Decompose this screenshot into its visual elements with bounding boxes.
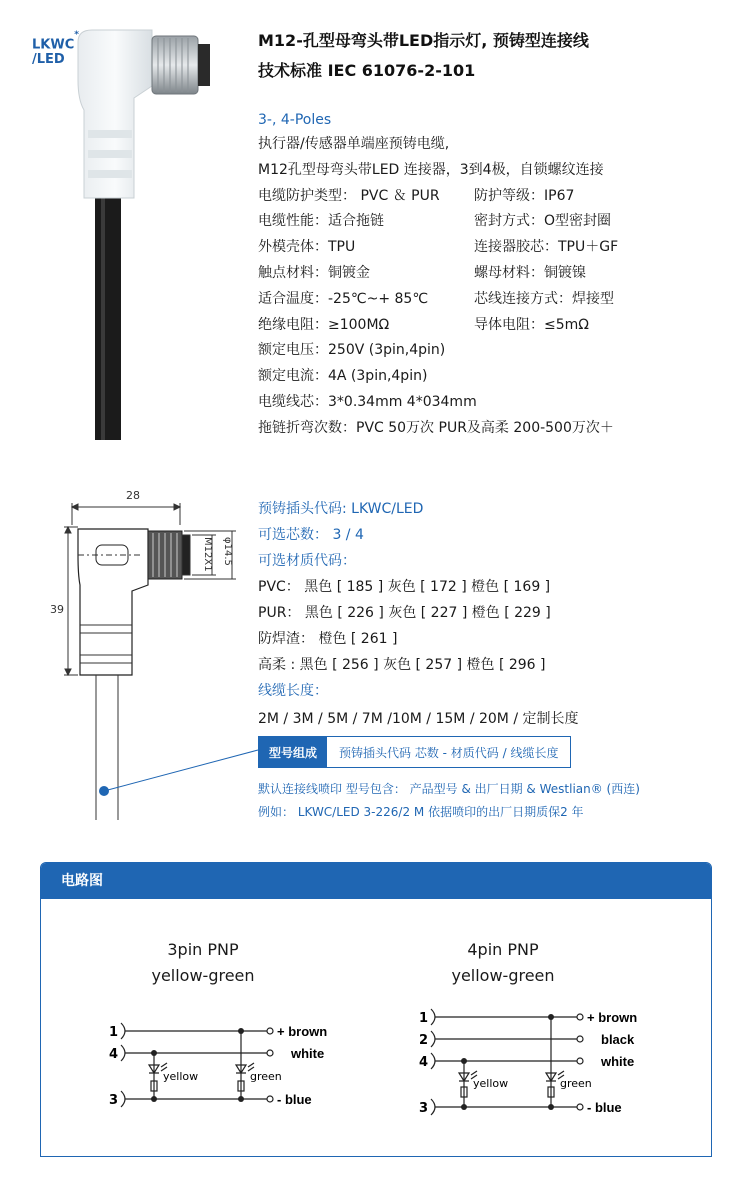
- led-label: green: [560, 1077, 592, 1090]
- spec-row: [258, 235, 728, 261]
- led-label: yellow: [473, 1077, 509, 1090]
- pin-label: 4: [419, 1055, 429, 1070]
- product-title: [258, 26, 589, 86]
- spec-desc1: 执行器/传感器单端座预铸电缆,: [258, 136, 450, 152]
- material-flex: 高柔 : 黑色 [ 256 ] 灰色 [ 257 ] 橙色 [ 296 ]: [258, 657, 546, 673]
- pin-label: 1: [109, 1025, 119, 1040]
- material-title: 可选材质代码：: [258, 553, 356, 569]
- spec-row: [258, 287, 728, 313]
- circuit-section: [40, 862, 712, 1157]
- dim-width: 28: [126, 489, 140, 502]
- logo-sub: /LED: [32, 52, 65, 68]
- pin-label: 1: [419, 1011, 429, 1026]
- circuit-4pin: [413, 1003, 683, 1123]
- dim-thread: M12X1: [202, 537, 213, 572]
- logo-mark: *: [74, 30, 79, 40]
- print-note: 默认连接线喷印 型号包含： 产品型号 & 出厂日期 & Westlian® (西连): [258, 782, 640, 796]
- spec-left: 适合温度：-25℃~+ 85℃: [258, 290, 429, 307]
- circuit-right-title: [403, 937, 603, 989]
- model-composition: [258, 736, 571, 768]
- spec-row: [258, 184, 728, 210]
- title-line2: 技术标准 IEC 61076-2-101: [258, 61, 476, 80]
- spec-right: 螺母材料：铜镀镍: [474, 264, 586, 281]
- material-pvc: PVC： 黑色 [ 185 ] 灰色 [ 172 ] 橙色 [ 169 ]: [258, 579, 551, 595]
- wire-label: + brown: [587, 1010, 638, 1025]
- right-title2: yellow-green: [451, 966, 555, 985]
- circuit-left-title: [103, 937, 303, 989]
- example-note: 例如： LKWC/LED 3-226/2 M 依据喷印的出厂日期质保2 年: [258, 805, 584, 819]
- spec-bending: 拖链折弯次数：PVC 50万次 PUR及高柔 200-500万次＋: [258, 419, 614, 436]
- spec-voltage: 额定电压：250V (3pin,4pin): [258, 342, 446, 359]
- title-line1: M12-孔型母弯头带LED指示灯, 预铸型连接线: [258, 31, 589, 50]
- length-options: 2M / 3M / 5M / 7M /10M / 15M / 20M / 定制长度: [258, 711, 579, 727]
- poles-label: 3-, 4-Poles: [258, 112, 332, 128]
- spec-right: 芯线连接方式：焊接型: [474, 290, 614, 307]
- spec-left: 触点材料：铜镀金: [258, 264, 370, 281]
- circuit-header: 电路图: [41, 863, 711, 899]
- cores-option: 可选芯数： 3 / 4: [258, 527, 364, 543]
- model-label: 型号组成: [259, 737, 327, 767]
- spec-right: 防护等级：IP67: [474, 187, 575, 204]
- led-label: green: [250, 1070, 282, 1083]
- logo-brand: LKWC: [32, 37, 75, 53]
- spec-row: [258, 209, 728, 235]
- spec-left: 电缆性能：适合拖链: [258, 213, 384, 230]
- wire-label: white: [291, 1046, 325, 1061]
- pin-label: 3: [109, 1093, 119, 1108]
- spec-cores: 电缆线芯：3*0.34mm 4*034mm: [258, 393, 477, 410]
- wire-label: + brown: [277, 1024, 328, 1039]
- spec-list: [258, 108, 728, 442]
- spec-row: [258, 261, 728, 287]
- pin-label: 4: [109, 1047, 119, 1062]
- product-photo: [60, 20, 220, 440]
- left-title2: yellow-green: [151, 966, 255, 985]
- led-label: yellow: [163, 1070, 199, 1083]
- plug-code: 预铸插头代码: LKWC/LED: [258, 501, 424, 517]
- pin-label: 2: [419, 1033, 429, 1048]
- spec-row: [258, 313, 728, 339]
- circuit-3pin: [101, 1013, 361, 1113]
- material-pur: PUR： 黑色 [ 226 ] 灰色 [ 227 ] 橙色 [ 229 ]: [258, 605, 551, 621]
- spec-right: 导体电阻：≤5mΩ: [474, 316, 589, 333]
- model-text: 预铸插头代码 芯数 - 材质代码 / 线缆长度: [339, 745, 559, 760]
- dim-diameter: φ14.5: [222, 537, 233, 566]
- pin-label: 3: [419, 1101, 429, 1116]
- dimension-drawing: [40, 485, 275, 825]
- dim-height: 39: [50, 603, 64, 616]
- spec-desc2: M12孔型母弯头带LED 连接器，3到4极，自锁螺纹连接: [258, 161, 604, 178]
- wire-label: - blue: [587, 1100, 622, 1115]
- left-title1: 3pin PNP: [167, 940, 239, 959]
- right-title1: 4pin PNP: [467, 940, 539, 959]
- wire-label: white: [601, 1054, 635, 1069]
- spec-current: 额定电流：4A (3pin,4pin): [258, 368, 428, 385]
- spec-left: 外模壳体：TPU: [258, 239, 356, 256]
- spec-left: 电缆防护类型： PVC ＆ PUR: [258, 187, 440, 204]
- wire-label: black: [601, 1032, 635, 1047]
- code-list: [258, 496, 738, 732]
- material-weld: 防焊渣： 橙色 [ 261 ]: [258, 631, 398, 647]
- spec-left: 绝缘电阻：≥100MΩ: [258, 316, 390, 333]
- spec-right: 连接器胶芯：TPU＋GF: [474, 239, 619, 256]
- length-title: 线缆长度：: [258, 683, 328, 699]
- spec-right: 密封方式：O型密封圈: [474, 213, 612, 230]
- wire-label: - blue: [277, 1092, 312, 1107]
